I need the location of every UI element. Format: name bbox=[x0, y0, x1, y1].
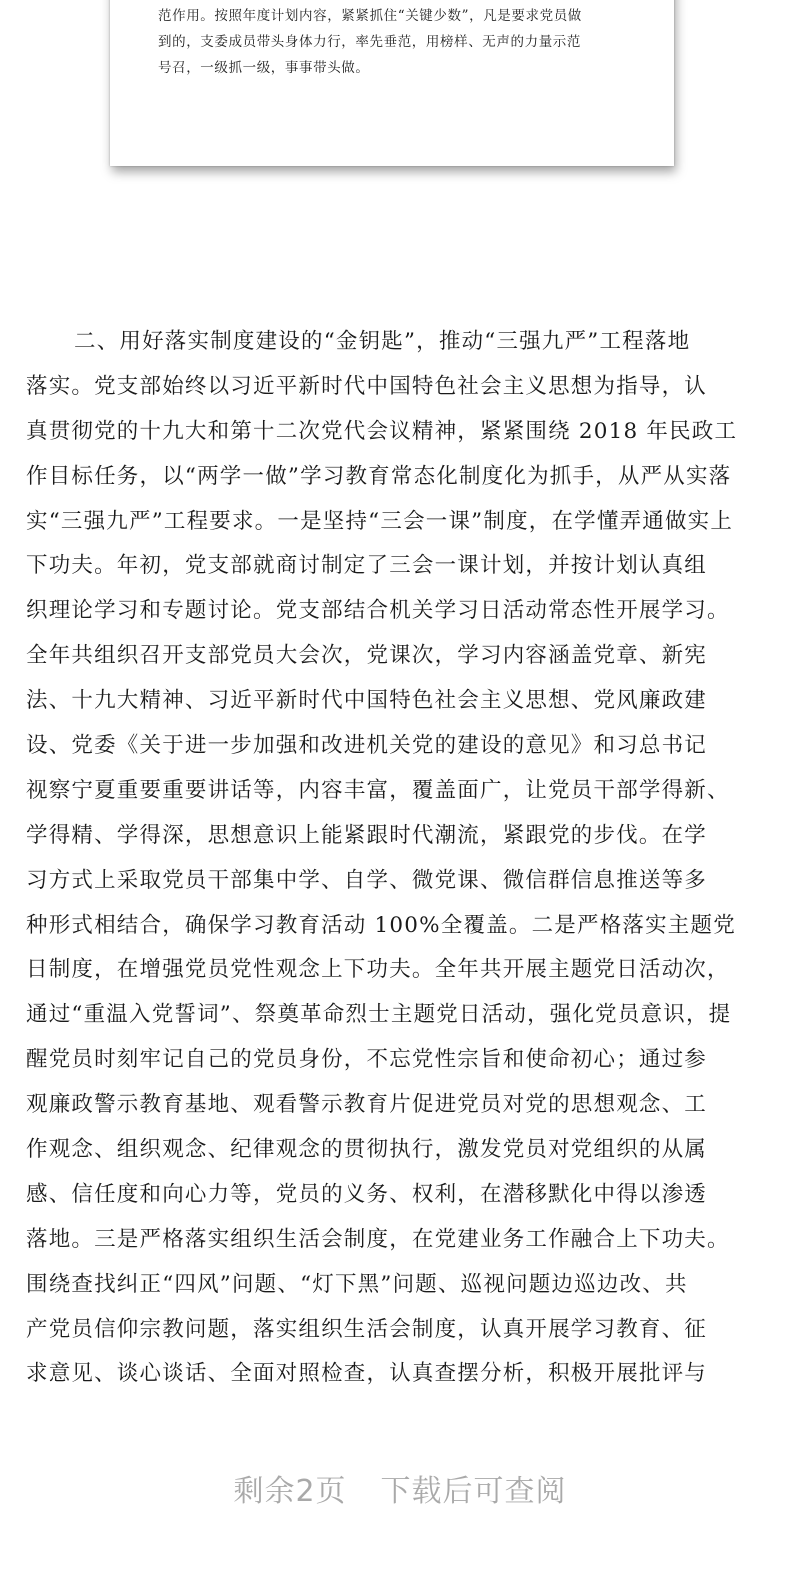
document-body bbox=[26, 320, 774, 1397]
previous-page-card bbox=[110, 0, 674, 166]
paragraph-line: 织理论学习和专题讨论。党支部结合机关学习日活动常态性开展学习。 bbox=[26, 598, 730, 624]
paragraph-line: 醒党员时刻牢记自己的党员身份，不忘党性宗旨和使命初心；通过参 bbox=[26, 1047, 708, 1073]
paragraph-line: 实“三强九严”工程要求。一是坚持“三会一课”制度，在学懂弄通做实上 bbox=[26, 508, 734, 534]
paragraph-line: 围绕查找纠正“四风”问题、“灯下黑”问题、巡视问题边巡边改、共 bbox=[26, 1271, 688, 1297]
download-to-view-text[interactable]: 下载后可查阅 bbox=[380, 1474, 567, 1509]
card-text-line: 到的，支委成员带头身体力行，率先垂范，用榜样、无声的力量示范 bbox=[158, 34, 581, 50]
card-text-line: 范作用。按照年度计划内容，紧紧抓住“关键少数”，凡是要求党员做 bbox=[158, 8, 582, 24]
card-text-line: 号召，一级抓一级，事事带头做。 bbox=[158, 60, 370, 76]
download-prompt[interactable] bbox=[0, 1466, 800, 1510]
paragraph-line: 下功夫。年初，党支部就商讨制定了三会一课计划，并按计划认真组 bbox=[26, 553, 708, 579]
paragraph-line: 通过“重温入党誓词”、祭奠革命烈士主题党日活动，强化党员意识，提 bbox=[26, 1002, 732, 1028]
paragraph-line: 感、信任度和向心力等，党员的义务、权利，在潜移默化中得以渗透 bbox=[26, 1181, 708, 1207]
paragraph-line: 落地。三是严格落实组织生活会制度，在党建业务工作融合上下功夫。 bbox=[26, 1226, 730, 1252]
paragraph-line: 产党员信仰宗教问题，落实组织生活会制度，认真开展学习教育、征 bbox=[26, 1316, 708, 1342]
paragraph-line: 作目标任务，以“两学一做”学习教育常态化制度化为抓手，从严从实落 bbox=[26, 463, 732, 489]
paragraph-line: 种形式相结合，确保学习教育活动 100%全覆盖。二是严格落实主题党 bbox=[26, 912, 736, 938]
paragraph-line: 观廉政警示教育基地、观看警示教育片促进党员对党的思想观念、工 bbox=[26, 1092, 708, 1118]
paragraph-line: 日制度，在增强党员党性观念上下功夫。全年共开展主题党日活动次， bbox=[26, 957, 730, 983]
paragraph-line: 真贯彻党的十九大和第十二次党代会议精神，紧紧围绕 2018 年民政工 bbox=[26, 418, 738, 444]
remaining-pages-text: 剩余2页 bbox=[233, 1474, 347, 1509]
paragraph-line: 视察宁夏重要重要讲话等，内容丰富，覆盖面广，让党员干部学得新、 bbox=[26, 777, 730, 803]
paragraph-line: 作观念、组织观念、纪律观念的贯彻执行，激发党员对党组织的从属 bbox=[26, 1137, 708, 1163]
paragraph-line: 落实。党支部始终以习近平新时代中国特色社会主义思想为指导，认 bbox=[26, 373, 708, 399]
paragraph-line: 设、党委《关于进一步加强和改进机关党的建设的意见》和习总书记 bbox=[26, 733, 708, 759]
paragraph-line: 求意见、谈心谈话、全面对照检查，认真查摆分析，积极开展批评与 bbox=[26, 1361, 708, 1387]
paragraph-line: 二、用好落实制度建设的“金钥匙”，推动“三强九严”工程落地 bbox=[74, 329, 691, 354]
paragraph-line: 法、十九大精神、习近平新时代中国特色社会主义思想、党风廉政建 bbox=[26, 688, 708, 714]
paragraph-line: 全年共组织召开支部党员大会次，党课次，学习内容涵盖党章、新宪 bbox=[26, 643, 708, 669]
paragraph-line: 习方式上采取党员干部集中学、自学、微党课、微信群信息推送等多 bbox=[26, 867, 708, 893]
paragraph-line: 学得精、学得深，思想意识上能紧跟时代潮流，紧跟党的步伐。在学 bbox=[26, 822, 708, 848]
